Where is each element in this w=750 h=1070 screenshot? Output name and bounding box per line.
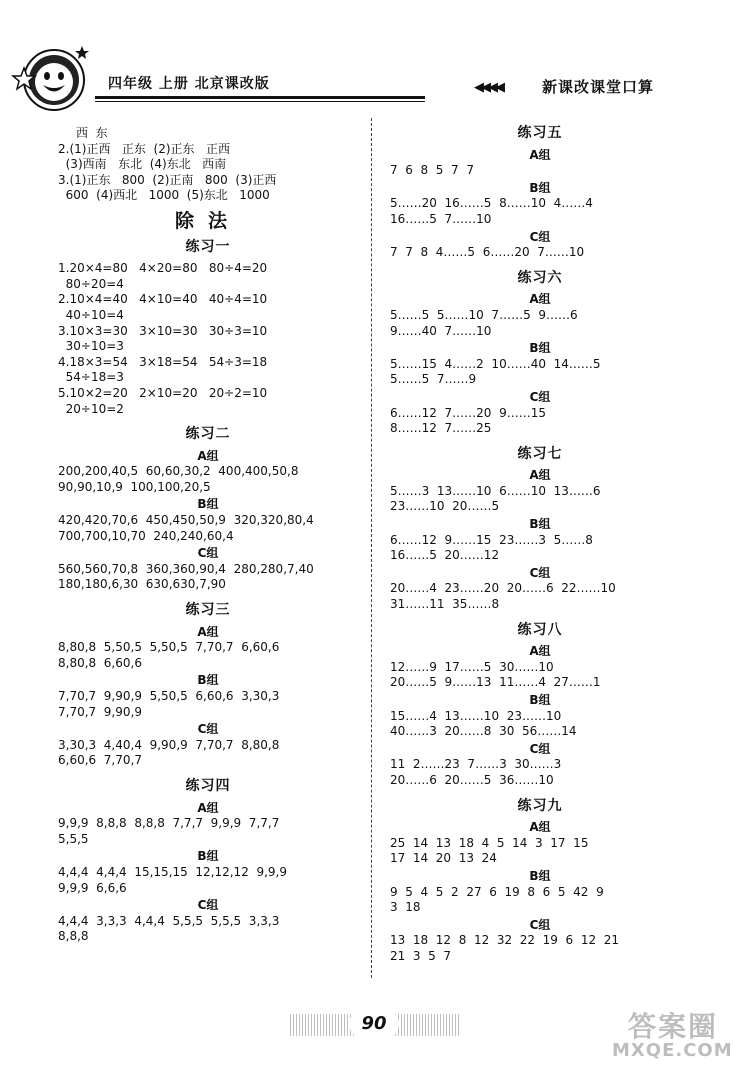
arrows-icon: ◀◀◀◀ <box>474 80 502 95</box>
exercise-title: 练习一 <box>185 238 231 255</box>
answer-line: 21 3 5 7 <box>390 948 452 963</box>
answer-line: 1.20×4=80 4×20=80 80÷4=20 <box>58 261 268 276</box>
answer-line: 31……11 35……8 <box>390 597 500 612</box>
watermark-logo: 答案圈 <box>628 1010 719 1043</box>
answer-line: (3)西南 东北 (4)东北 西南 <box>58 157 227 172</box>
answer-line: 5,5,5 <box>58 831 89 846</box>
group-label: C组 <box>197 546 219 561</box>
exercise-title: 练习五 <box>517 125 563 141</box>
answer-line: 9,9,9 6,6,6 <box>58 880 127 895</box>
group-label: C组 <box>529 565 551 580</box>
answer-line: 25 14 13 18 4 5 14 3 17 15 <box>390 835 589 850</box>
answer-line: 6,60,6 7,70,7 <box>58 753 142 768</box>
answer-line: 5……3 13……10 6……10 13……6 <box>390 483 601 498</box>
group-label: B组 <box>529 868 551 883</box>
answer-line: 2.(1)正西 正东 (2)正东 正西 <box>58 141 230 156</box>
group-label: C组 <box>197 898 219 913</box>
answer-line: 7 7 8 4……5 6……20 7……10 <box>390 245 585 260</box>
exercise-title: 练习七 <box>517 445 563 462</box>
exercise-title: 练习六 <box>517 269 563 286</box>
answer-line: 5……5 5……10 7……5 9……6 <box>390 307 578 322</box>
answer-line: 8,80,8 6,60,6 <box>58 655 142 670</box>
group-label: B组 <box>529 180 551 195</box>
answer-line: 30÷10=3 <box>58 339 124 354</box>
answer-line: 6……12 7……20 9……15 <box>390 405 546 420</box>
answer-line: 40÷10=4 <box>58 307 124 322</box>
answer-line: 17 14 20 13 24 <box>390 851 497 866</box>
column-divider <box>371 118 372 978</box>
exercise-title: 练习二 <box>185 426 231 443</box>
left-column <box>58 126 358 945</box>
answer-line: 420,420,70,6 450,450,50,9 320,320,80,4 <box>58 513 314 528</box>
group-label: B组 <box>529 341 551 356</box>
answer-line: 560,560,70,8 360,360,90,4 280,280,7,40 <box>58 561 314 576</box>
page-number: 90 <box>349 1010 399 1038</box>
exercise-title: 练习四 <box>185 777 231 794</box>
answer-line: 3,30,3 4,40,4 9,90,9 7,70,7 8,80,8 <box>58 737 280 752</box>
group-label: C组 <box>529 741 551 756</box>
group-label: B组 <box>197 673 219 688</box>
answer-line: 8,80,8 5,50,5 5,50,5 7,70,7 6,60,6 <box>58 640 280 655</box>
group-label: A组 <box>197 624 219 639</box>
header-rule-thin <box>95 101 425 102</box>
group-label: A组 <box>529 468 551 483</box>
answer-line: 8……12 7……25 <box>390 421 492 436</box>
answer-line: 20……6 20……5 36……10 <box>390 772 554 787</box>
answer-line: 7 6 8 5 7 7 <box>390 163 474 178</box>
group-label: B组 <box>197 497 219 512</box>
exercise-title: 练习三 <box>185 602 231 619</box>
answer-line: 16……5 7……10 <box>390 211 492 226</box>
exercise-title: 练习九 <box>517 797 563 814</box>
answer-line: 700,700,10,70 240,240,60,4 <box>58 528 234 543</box>
series-title: 新课改课堂口算 <box>542 78 655 96</box>
answer-line: 4.18×3=54 3×18=54 54÷3=18 <box>58 354 268 369</box>
answer-line: 4,4,4 4,4,4 15,15,15 12,12,12 9,9,9 <box>58 864 287 879</box>
group-label: A组 <box>197 448 219 463</box>
answer-line: 12……9 17……5 30……10 <box>390 659 554 674</box>
answer-line: 180,180,6,30 630,630,7,90 <box>58 577 226 592</box>
answer-line: 11 2……23 7……3 30……3 <box>390 757 562 772</box>
answer-line: 9 5 4 5 2 27 6 19 8 6 5 42 9 <box>390 884 604 899</box>
answer-line: 90,90,10,9 100,100,20,5 <box>58 479 211 494</box>
book-title: 四年级 上册 北京课改版 <box>108 76 270 92</box>
group-label: C组 <box>197 722 219 737</box>
group-label: A组 <box>529 820 551 835</box>
answer-line: 20÷10=2 <box>58 401 124 416</box>
group-label: B组 <box>197 849 219 864</box>
answer-line: 2.10×4=40 4×10=40 40÷4=10 <box>58 292 268 307</box>
group-label: C组 <box>529 229 551 244</box>
group-label: A组 <box>529 644 551 659</box>
group-label: B组 <box>529 693 551 707</box>
answer-line: 23……10 20……5 <box>390 499 500 514</box>
answer-line: 8,8,8 <box>58 929 89 944</box>
answer-line: 16……5 20……12 <box>390 548 500 563</box>
answer-line: 600 (4)西北 1000 (5)东北 1000 <box>58 188 270 203</box>
group-label: A组 <box>529 147 551 162</box>
answer-line: 9……40 7……10 <box>390 323 492 338</box>
watermark-url: MXQE.COM <box>612 1040 733 1061</box>
answer-line: 200,200,40,5 60,60,30,2 400,400,50,8 <box>58 464 299 479</box>
answer-line: 3.10×3=30 3×10=30 30÷3=10 <box>58 323 268 338</box>
answer-line: 20……5 9……13 11……4 27……1 <box>390 675 601 690</box>
answer-line: 13 18 12 8 12 32 22 19 6 12 21 <box>390 933 619 948</box>
group-label: A组 <box>197 800 219 815</box>
answer-line: 4,4,4 3,3,3 4,4,4 5,5,5 5,5,5 3,3,3 <box>58 913 280 928</box>
exercise-title: 练习八 <box>517 621 563 638</box>
answer-line: 6……12 9……15 23……3 5……8 <box>390 532 593 547</box>
answer-line: 80÷20=4 <box>58 276 124 291</box>
group-label: B组 <box>529 517 551 532</box>
group-label: A组 <box>529 292 551 307</box>
answer-line: 54÷18=3 <box>58 370 124 385</box>
answer-line: 40……3 20……8 30 56……14 <box>390 724 577 739</box>
answer-line: 5……5 7……9 <box>390 372 477 387</box>
answer-line: 7,70,7 9,90,9 5,50,5 6,60,6 3,30,3 <box>58 689 280 703</box>
answer-line: 5……15 4……2 10……40 14……5 <box>390 356 601 371</box>
answer-line: 5……20 16……5 8……10 4……4 <box>390 196 593 211</box>
answer-line: 15……4 13……10 23……10 <box>390 708 562 723</box>
answer-line: 9,9,9 8,8,8 8,8,8 7,7,7 9,9,9 7,7,7 <box>58 816 280 831</box>
answer-line: 3 18 <box>390 900 421 915</box>
answer-line: 20……4 23……20 20……6 22……10 <box>390 581 616 596</box>
section-title: 除法 <box>174 209 241 232</box>
header-rule <box>95 96 425 99</box>
right-column <box>390 126 690 965</box>
answer-line: 7,70,7 9,90,9 <box>58 704 142 719</box>
answer-line: 西 东 <box>76 126 108 140</box>
group-label: C组 <box>529 917 551 932</box>
answer-line: 5.10×2=20 2×10=20 20÷2=10 <box>58 385 268 400</box>
answer-line: 3.(1)正东 800 (2)正南 800 (3)正西 <box>58 172 277 187</box>
smiling-moon-logo-icon <box>10 38 96 116</box>
group-label: C组 <box>529 389 551 404</box>
